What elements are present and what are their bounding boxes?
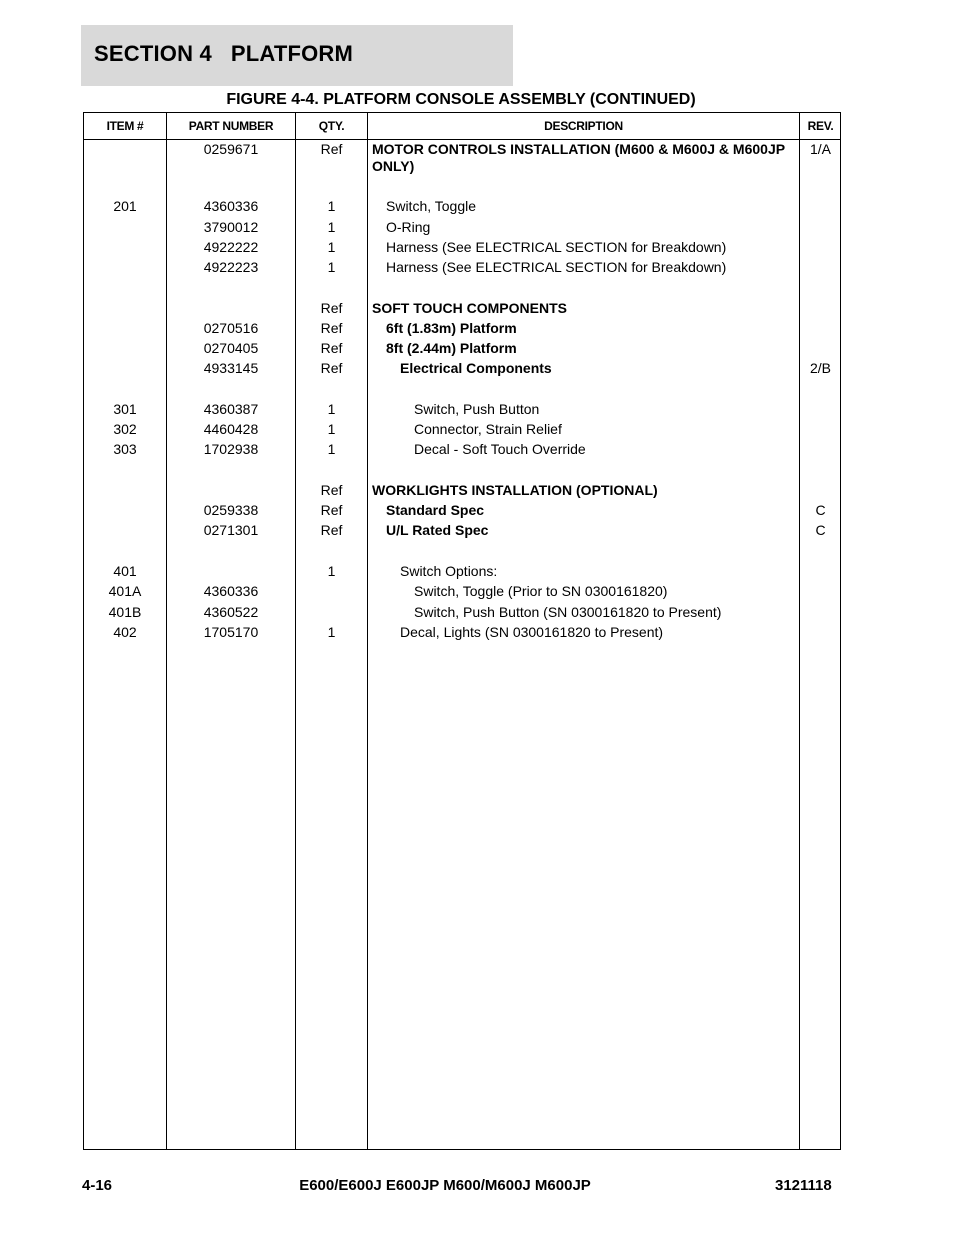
item-number: 401B [108, 604, 142, 620]
quantity: 1 [327, 239, 336, 255]
description: MOTOR CONTROLS INSTALLATION (M600 & M600J & M600JP ONLY) [372, 141, 785, 174]
item-number: 303 [113, 441, 137, 457]
quantity: 1 [327, 624, 336, 640]
description: 6ft (1.83m) Platform [386, 320, 517, 336]
part-number: 4360336 [203, 198, 259, 214]
quantity: Ref [320, 522, 343, 538]
quantity: 1 [327, 563, 336, 579]
part-number: 0270405 [203, 340, 259, 356]
part-number: 0271301 [203, 522, 259, 538]
item-number: 401 [113, 563, 137, 579]
quantity: Ref [320, 340, 343, 356]
revision: C [815, 502, 826, 518]
part-number: 0259671 [203, 141, 259, 157]
figure-title: FIGURE 4-4. PLATFORM CONSOLE ASSEMBLY (CONTINUED) [226, 91, 696, 108]
description: Harness (See ELECTRICAL SECTION for Breakdown) [386, 259, 727, 275]
revision: 2/B [809, 360, 831, 376]
description: Standard Spec [386, 502, 485, 518]
description: Decal - Soft Touch Override [414, 441, 586, 457]
part-number: 4922223 [203, 259, 259, 275]
description: Switch Options: [400, 563, 498, 579]
quantity: 1 [327, 198, 336, 214]
quantity: Ref [320, 320, 343, 336]
description: U/L Rated Spec [386, 522, 489, 538]
description: O-Ring [386, 219, 431, 235]
part-number: 0270516 [203, 320, 259, 336]
item-number: 201 [113, 198, 137, 214]
header-part-number: PART NUMBER [188, 119, 274, 133]
quantity: Ref [320, 141, 343, 157]
description: Connector, Strain Relief [414, 421, 562, 437]
description: Electrical Components [400, 360, 552, 376]
description: Switch, Push Button (SN 0300161820 to Present) [414, 604, 722, 620]
quantity: 1 [327, 219, 336, 235]
part-number: 4460428 [203, 421, 259, 437]
description: Switch, Push Button [414, 401, 540, 417]
description: SOFT TOUCH COMPONENTS [372, 300, 567, 316]
part-number: 4933145 [203, 360, 259, 376]
item-number: 302 [113, 421, 137, 437]
description: WORKLIGHTS INSTALLATION (OPTIONAL) [372, 482, 658, 498]
page-number: 4-16 [82, 1177, 113, 1194]
part-number: 1705170 [203, 624, 259, 640]
part-number: 3790012 [203, 219, 259, 235]
part-number: 4360387 [203, 401, 259, 417]
quantity: Ref [320, 482, 343, 498]
model-list: E600/E600J E600JP M600/M600J M600JP [299, 1177, 591, 1194]
quantity: Ref [320, 360, 343, 376]
revision: C [815, 522, 826, 538]
table-header [84, 113, 840, 140]
section-title: SECTION 4 PLATFORM [94, 41, 354, 66]
section-header [81, 25, 513, 86]
description: Decal, Lights (SN 0300161820 to Present) [400, 624, 664, 640]
quantity: 1 [327, 421, 336, 437]
quantity: Ref [320, 300, 343, 316]
header-rev: REV. [807, 119, 834, 133]
part-number: 0259338 [203, 502, 259, 518]
description: 8ft (2.44m) Platform [386, 340, 517, 356]
document-number: 3121118 [775, 1177, 832, 1194]
part-number: 1702938 [203, 441, 259, 457]
header-qty: QTY. [318, 119, 345, 133]
header-item: ITEM # [106, 119, 144, 133]
revision: 1/A [809, 141, 831, 157]
description: Harness (See ELECTRICAL SECTION for Breakdown) [386, 239, 727, 255]
part-number: 4360522 [203, 604, 259, 620]
quantity: Ref [320, 502, 343, 518]
item-number: 402 [113, 624, 137, 640]
column-divider [367, 113, 368, 1149]
description: Switch, Toggle (Prior to SN 0300161820) [414, 583, 668, 599]
parts-table [83, 112, 841, 1150]
quantity: 1 [327, 441, 336, 457]
header-description: DESCRIPTION [544, 119, 623, 133]
quantity: 1 [327, 259, 336, 275]
part-number: 4360336 [203, 583, 259, 599]
part-number: 4922222 [203, 239, 259, 255]
description: Switch, Toggle [386, 198, 477, 214]
item-number: 401A [108, 583, 142, 599]
quantity: 1 [327, 401, 336, 417]
item-number: 301 [113, 401, 137, 417]
